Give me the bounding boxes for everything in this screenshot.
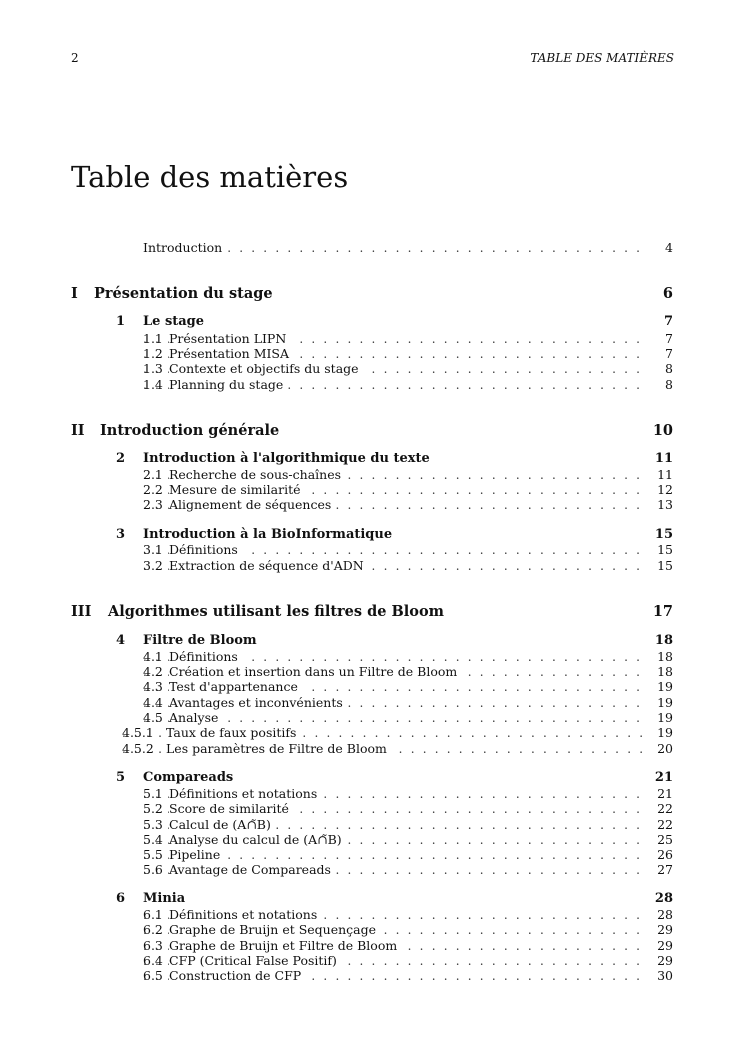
toc-section[interactable]: . . . 2.1 Recherche de sous-chaînes 11 bbox=[0, 467, 745, 483]
toc-section[interactable]: . . . 6.3 Graphe de Bruijn et Filtre de Bloom 29 bbox=[0, 938, 745, 954]
toc-section[interactable]: . . . 6.4 CFP (Critical False Positif) 29 bbox=[0, 953, 745, 969]
toc-section[interactable]: . . . 3.1 Définitions 15 bbox=[0, 542, 745, 558]
toc-section[interactable]: . . . 2.3 Alignement de séquences 13 bbox=[0, 497, 745, 513]
toc-section[interactable]: . . . 3.2 Extraction de séquence d'ADN 15 bbox=[0, 558, 745, 574]
toc-section[interactable]: . . . 6.1 Définitions et notations 28 bbox=[0, 907, 745, 923]
page-number: 2 bbox=[71, 51, 79, 65]
toc-subsection[interactable]: . . . 4.5.1 Taux de faux positifs 19 bbox=[0, 725, 745, 741]
toc-section[interactable]: . . . 1.3 Contexte et objectifs du stage 8 bbox=[0, 361, 745, 377]
toc-section[interactable]: . . . 6.2 Graphe de Bruijn et Sequençage 29 bbox=[0, 922, 745, 938]
running-title: TABLE DES MATIÈRES bbox=[530, 51, 674, 65]
toc-chapter[interactable]: 6 Minia 28 bbox=[116, 891, 673, 906]
toc-section[interactable]: . . . 5.4 Analyse du calcul de (A∩̃B) 25 bbox=[0, 832, 745, 848]
toc-section[interactable]: . . . 4.2 Création et insertion dans un Filtre de Bloom 18 bbox=[0, 664, 745, 680]
toc-section[interactable]: . . . 4.3 Test d'appartenance 19 bbox=[0, 679, 745, 695]
toc-part[interactable]: II Introduction générale 10 bbox=[71, 422, 673, 439]
toc-section[interactable]: . . . 4.1 Définitions 18 bbox=[0, 649, 745, 665]
toc-section[interactable]: . . . 1.2 Présentation MISA 7 bbox=[0, 346, 745, 362]
toc-chapter[interactable]: 3 Introduction à la BioInformatique 15 bbox=[116, 527, 673, 542]
toc-section[interactable]: . . . 1.1 Présentation LIPN 7 bbox=[0, 331, 745, 347]
toc-section[interactable]: . . . 5.2 Score de similarité 22 bbox=[0, 801, 745, 817]
toc-chapter[interactable]: 4 Filtre de Bloom 18 bbox=[116, 633, 673, 648]
toc-section[interactable]: . . . 5.1 Définitions et notations 21 bbox=[0, 786, 745, 802]
toc-chapter[interactable]: 5 Compareads 21 bbox=[116, 770, 673, 785]
toc-chapter[interactable]: 2 Introduction à l'algorithmique du texte 11 bbox=[116, 451, 673, 466]
toc-section[interactable]: . . . 4.4 Avantages et inconvénients 19 bbox=[0, 695, 745, 711]
toc-subsection[interactable]: . . . 4.5.2 Les paramètres de Filtre de Bloom 20 bbox=[0, 741, 745, 757]
toc-section[interactable]: . . . 2.2 Mesure de similarité 12 bbox=[0, 482, 745, 498]
toc-chapter[interactable]: 1 Le stage 7 bbox=[116, 314, 673, 329]
toc-section[interactable]: . . . 5.6 Avantage de Compareads 27 bbox=[0, 862, 745, 878]
toc-section[interactable]: . . . 5.5 Pipeline 26 bbox=[0, 847, 745, 863]
page-title: Table des matières bbox=[71, 160, 349, 194]
toc-section[interactable]: . . . 5.3 Calcul de (A∩̃B) 22 bbox=[0, 817, 745, 833]
toc-section[interactable]: . . . 6.5 Construction de CFP 30 bbox=[0, 968, 745, 984]
toc-section[interactable]: . . . 4.5 Analyse 19 bbox=[0, 710, 745, 726]
toc-section[interactable]: . . . 1.4 Planning du stage 8 bbox=[0, 377, 745, 393]
toc-entry-introduction[interactable]: . . . Introduction 4 bbox=[0, 240, 745, 256]
toc-part[interactable]: III Algorithmes utilisant les filtres de Bloom 17 bbox=[71, 603, 673, 620]
toc-part[interactable]: I Présentation du stage 6 bbox=[71, 285, 673, 302]
